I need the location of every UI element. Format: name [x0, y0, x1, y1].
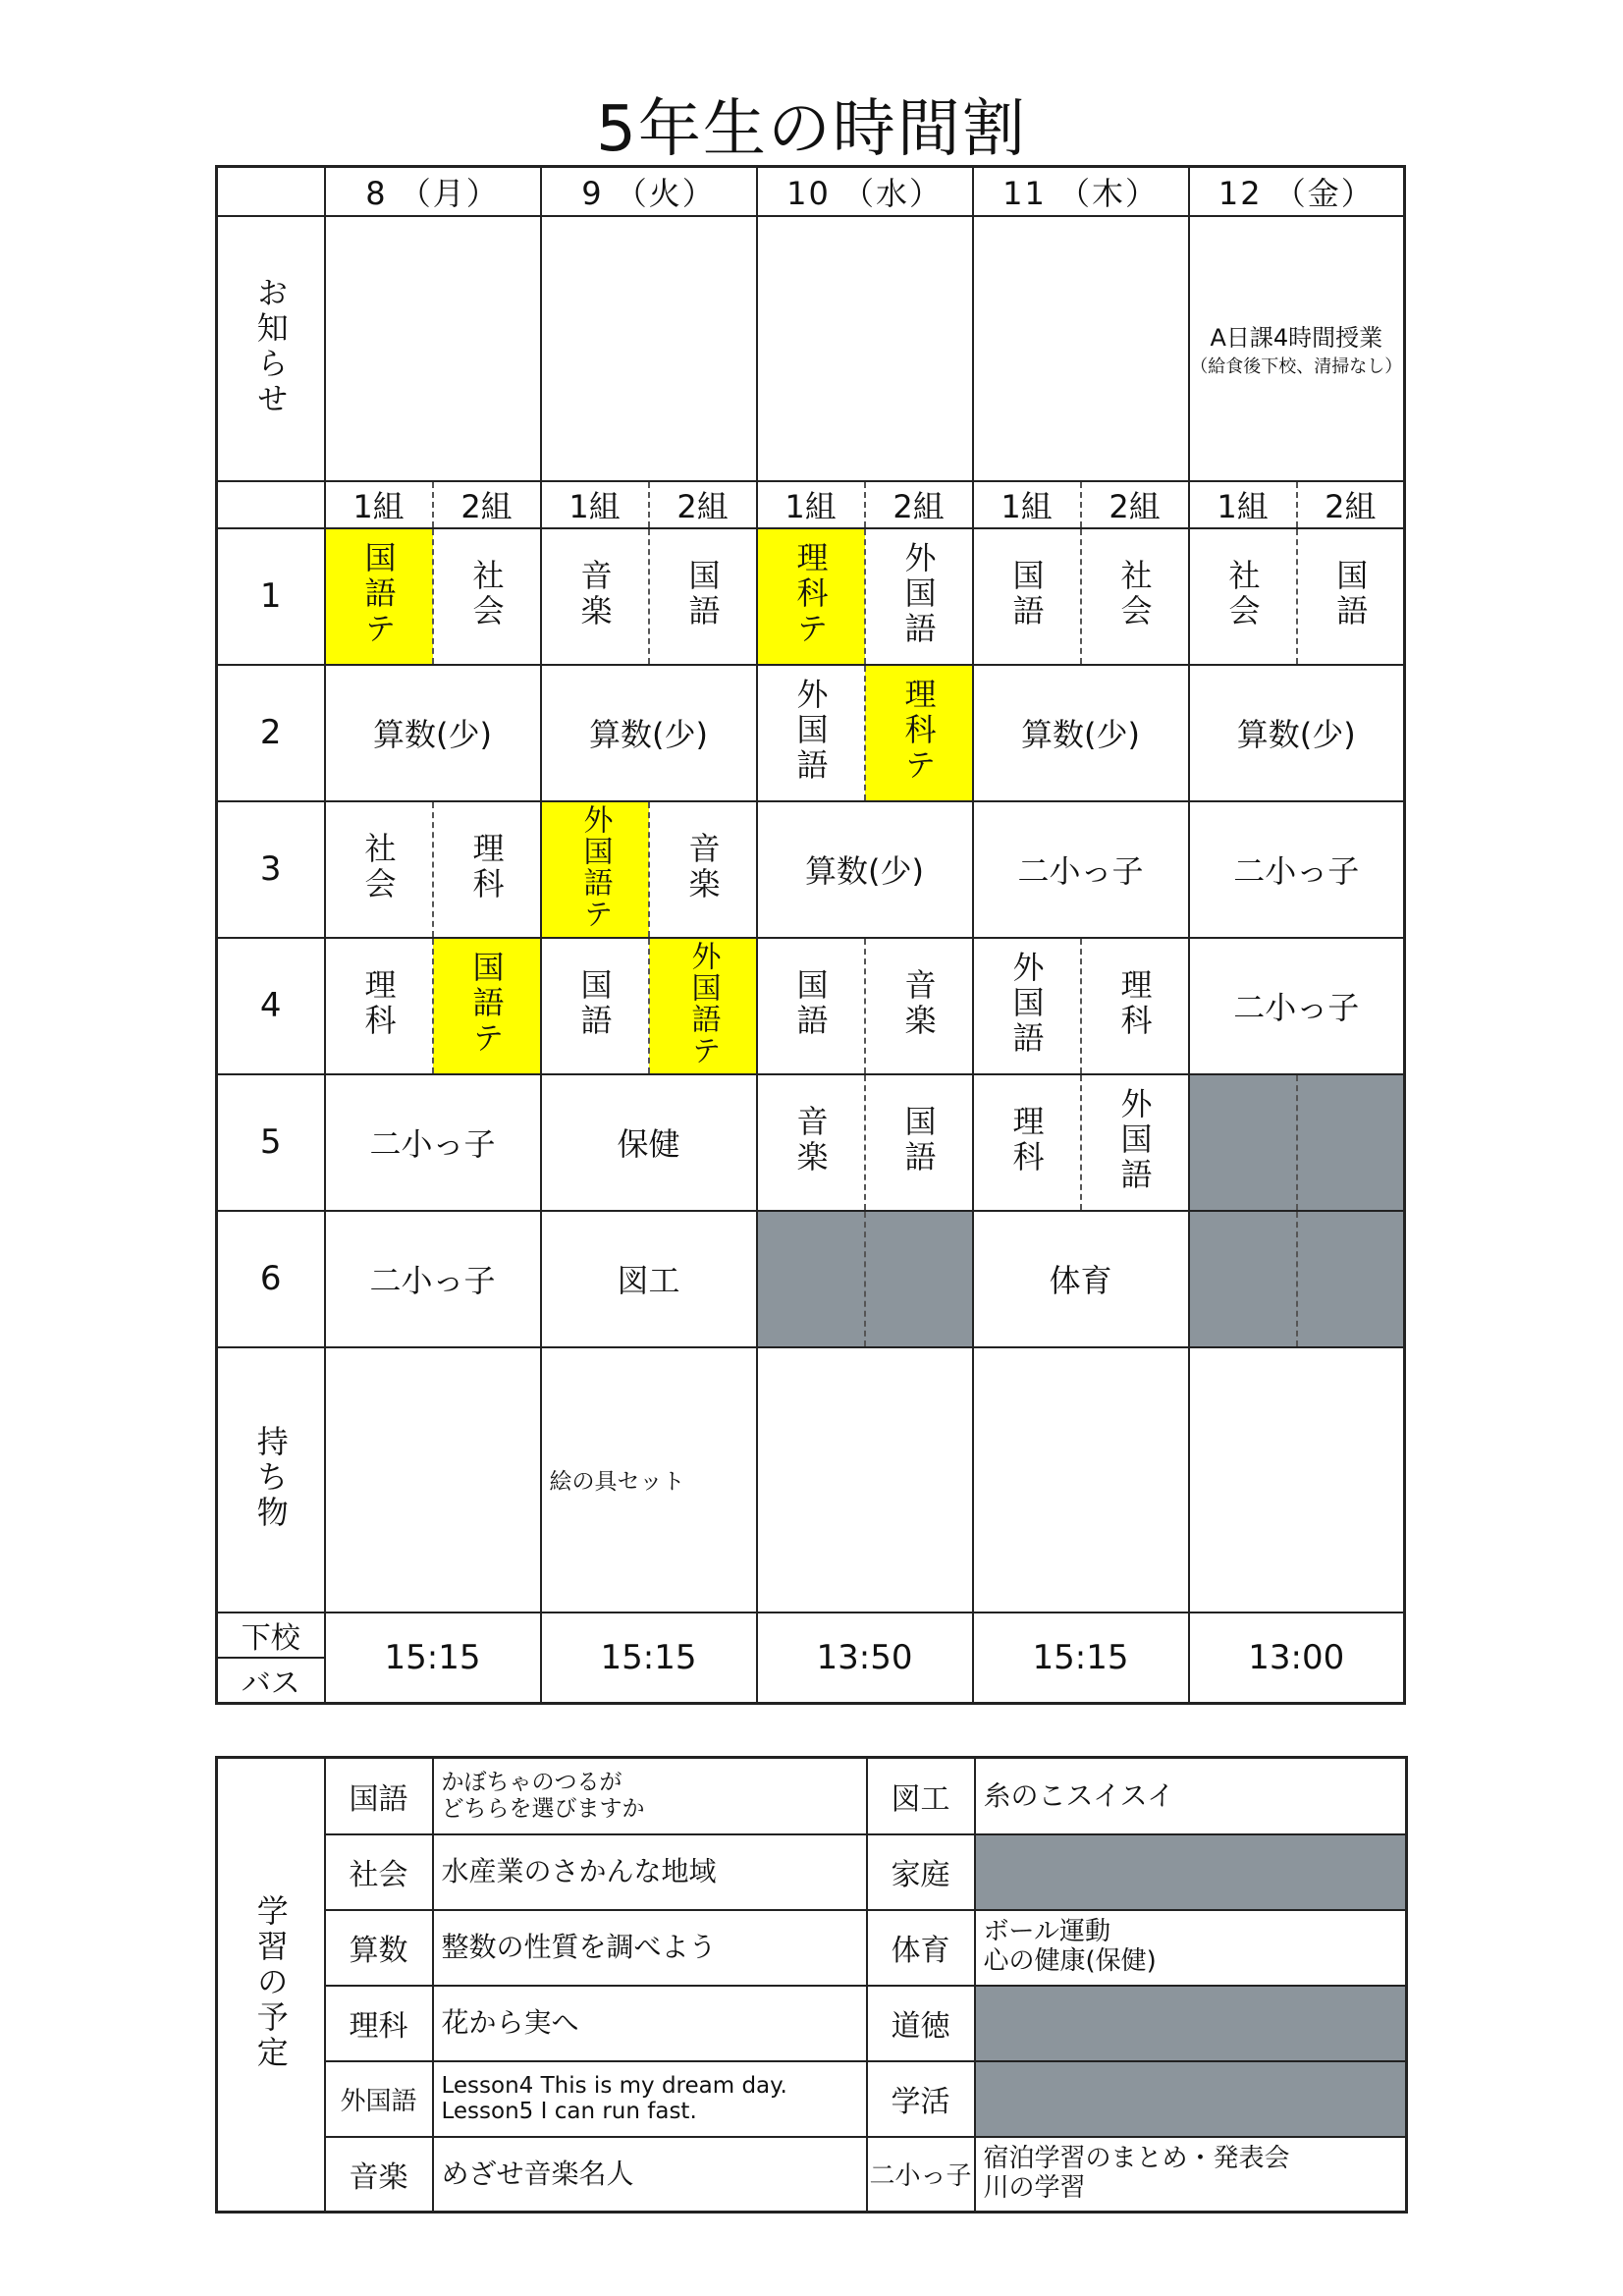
subject-cell: 国語: [865, 1074, 973, 1211]
notice-mon: [325, 216, 541, 481]
subject-cell: 国語テ: [433, 938, 541, 1074]
bus-label: バス: [217, 1658, 325, 1704]
subject-cell: 二小っ子: [1189, 801, 1405, 938]
period-row-5: [217, 1074, 1405, 1211]
blocked-cell: [865, 1211, 973, 1347]
period-row-2: [217, 665, 1405, 801]
subject-cell: 国語: [649, 528, 757, 665]
subject-cell: 二小っ子: [973, 801, 1189, 938]
schedule-content: 糸のこスイスイ: [975, 1758, 1407, 1834]
schedule-subject: 理科: [325, 1986, 433, 2061]
period-row-6: [217, 1211, 1405, 1347]
notice-tue: [541, 216, 757, 481]
timetable: [215, 165, 1406, 1705]
subject-cell: 算数(少): [541, 665, 757, 801]
corner-cell: [217, 167, 325, 216]
notice-wed: [757, 216, 973, 481]
dismiss-time-mon: 15:15: [325, 1613, 541, 1704]
period-number: 3: [217, 801, 325, 938]
schedule-row: [217, 2137, 1407, 2213]
class-2: 2組: [865, 481, 973, 528]
subject-cell: 国語: [1297, 528, 1405, 665]
dismiss-time-thu: 15:15: [973, 1613, 1189, 1704]
notice-fri-line2: （給食後下校、清掃なし）: [1190, 356, 1403, 377]
subject-cell: 算数(少): [757, 801, 973, 938]
dismiss-label: 下校: [217, 1613, 325, 1658]
subject-cell: 国語テ: [325, 528, 433, 665]
subject-cell: 理科: [433, 801, 541, 938]
blocked-cell: [757, 1211, 865, 1347]
subject-cell: 理科テ: [757, 528, 865, 665]
notice-label: お知らせ: [217, 216, 325, 481]
subject-cell: 外国語: [757, 665, 865, 801]
schedule-content: かぼちゃのつるが どちらを選びますか: [433, 1758, 867, 1834]
blocked-cell: [975, 1986, 1407, 2061]
blocked-cell: [1189, 1211, 1297, 1347]
page-title: 5年生の時間割: [596, 93, 1027, 166]
subject-cell: 算数(少): [325, 665, 541, 801]
class-2: 2組: [1081, 481, 1189, 528]
class-1: 1組: [541, 481, 649, 528]
learning-schedule: [215, 1756, 1408, 2214]
items-label: 持ち物: [217, 1347, 325, 1613]
period-number: 4: [217, 938, 325, 1074]
schedule-content: 水産業のさかんな地域: [433, 1834, 867, 1910]
subject-cell: 国語: [973, 528, 1081, 665]
period-number: 6: [217, 1211, 325, 1347]
subject-cell: 理科: [1081, 938, 1189, 1074]
subject-cell: 理科: [325, 938, 433, 1074]
schedule-subject: 道徳: [867, 1986, 975, 2061]
dismiss-row: [217, 1613, 1405, 1658]
schedule-subject: 二小っ子: [867, 2137, 975, 2213]
schedule-row: [217, 2061, 1407, 2137]
period-number: 1: [217, 528, 325, 665]
subject-cell: 国語: [541, 938, 649, 1074]
schedule-content: 花から実へ: [433, 1986, 867, 2061]
class-1: 1組: [1189, 481, 1297, 528]
class-1: 1組: [757, 481, 865, 528]
day-fri: 12 （金）: [1189, 167, 1405, 216]
subject-cell: 二小っ子: [1189, 938, 1405, 1074]
period-number: 2: [217, 665, 325, 801]
schedule-subject: 社会: [325, 1834, 433, 1910]
notice-row: [217, 216, 1405, 481]
schedule-subject: 体育: [867, 1910, 975, 1986]
schedule-subject: 学活: [867, 2061, 975, 2137]
period-row-3: [217, 801, 1405, 938]
dismiss-time-wed: 13:50: [757, 1613, 973, 1704]
schedule-subject: 外国語: [325, 2061, 433, 2137]
subject-cell: 音楽: [865, 938, 973, 1074]
items-wed: [757, 1347, 973, 1613]
subject-cell: 社会: [1081, 528, 1189, 665]
subject-cell: 外国語テ: [541, 801, 649, 938]
schedule-row: [217, 1910, 1407, 1986]
notice-thu: [973, 216, 1189, 481]
class-2: 2組: [649, 481, 757, 528]
class-header-row: [217, 481, 1405, 528]
items-row: [217, 1347, 1405, 1613]
class-2: 2組: [433, 481, 541, 528]
schedule-content: 整数の性質を調べよう: [433, 1910, 867, 1986]
subject-cell: 外国語: [865, 528, 973, 665]
subject-cell: 算数(少): [1189, 665, 1405, 801]
schedule-row: [217, 1986, 1407, 2061]
schedule-label: 学習の予定: [217, 1758, 325, 2213]
schedule-subject: 図工: [867, 1758, 975, 1834]
schedule-subject: 音楽: [325, 2137, 433, 2213]
schedule-row: [217, 1758, 1407, 1834]
class-2: 2組: [1297, 481, 1405, 528]
subject-cell: 外国語テ: [649, 938, 757, 1074]
blocked-cell: [1189, 1074, 1297, 1211]
blocked-cell: [1297, 1211, 1405, 1347]
blocked-cell: [1297, 1074, 1405, 1211]
subject-cell: 体育: [973, 1211, 1189, 1347]
day-tue: 9 （火）: [541, 167, 757, 216]
period-number: 5: [217, 1074, 325, 1211]
schedule-row: [217, 1834, 1407, 1910]
notice-fri: [1189, 216, 1405, 481]
subject-cell: 音楽: [649, 801, 757, 938]
items-tue: 絵の具セット: [541, 1347, 757, 1613]
subject-cell: 二小っ子: [325, 1211, 541, 1347]
subject-cell: 国語: [757, 938, 865, 1074]
class-1: 1組: [973, 481, 1081, 528]
day-mon: 8 （月）: [325, 167, 541, 216]
subject-cell: 外国語: [973, 938, 1081, 1074]
schedule-content: 宿泊学習のまとめ・発表会 川の学習: [975, 2137, 1407, 2213]
period-row-4: [217, 938, 1405, 1074]
subject-cell: 二小っ子: [325, 1074, 541, 1211]
notice-fri-line1: A日課4時間授業: [1210, 324, 1383, 352]
items-fri: [1189, 1347, 1405, 1613]
subject-cell: 音楽: [541, 528, 649, 665]
subject-cell: 理科: [973, 1074, 1081, 1211]
blocked-cell: [975, 2061, 1407, 2137]
schedule-content: めざせ音楽名人: [433, 2137, 867, 2213]
subject-cell: 社会: [433, 528, 541, 665]
subject-cell: 理科テ: [865, 665, 973, 801]
subject-cell: 図工: [541, 1211, 757, 1347]
schedule-subject: 国語: [325, 1758, 433, 1834]
items-thu: [973, 1347, 1189, 1613]
blocked-cell: [975, 1834, 1407, 1910]
day-wed: 10 （水）: [757, 167, 973, 216]
schedule-content: ボール運動 心の健康(保健): [975, 1910, 1407, 1986]
day-header-row: [217, 167, 1405, 216]
class-1: 1組: [325, 481, 433, 528]
dismiss-time-fri: 13:00: [1189, 1613, 1405, 1704]
subject-cell: 社会: [1189, 528, 1297, 665]
schedule-subject: 算数: [325, 1910, 433, 1986]
day-thu: 11 （木）: [973, 167, 1189, 216]
corner-cell-2: [217, 481, 325, 528]
items-mon: [325, 1347, 541, 1613]
subject-cell: 保健: [541, 1074, 757, 1211]
dismiss-time-tue: 15:15: [541, 1613, 757, 1704]
schedule-content: Lesson4 This is my dream day. Lesson5 I can run fast.: [433, 2061, 867, 2137]
subject-cell: 音楽: [757, 1074, 865, 1211]
subject-cell: 算数(少): [973, 665, 1189, 801]
schedule-subject: 家庭: [867, 1834, 975, 1910]
subject-cell: 社会: [325, 801, 433, 938]
subject-cell: 外国語: [1081, 1074, 1189, 1211]
period-row-1: [217, 528, 1405, 665]
